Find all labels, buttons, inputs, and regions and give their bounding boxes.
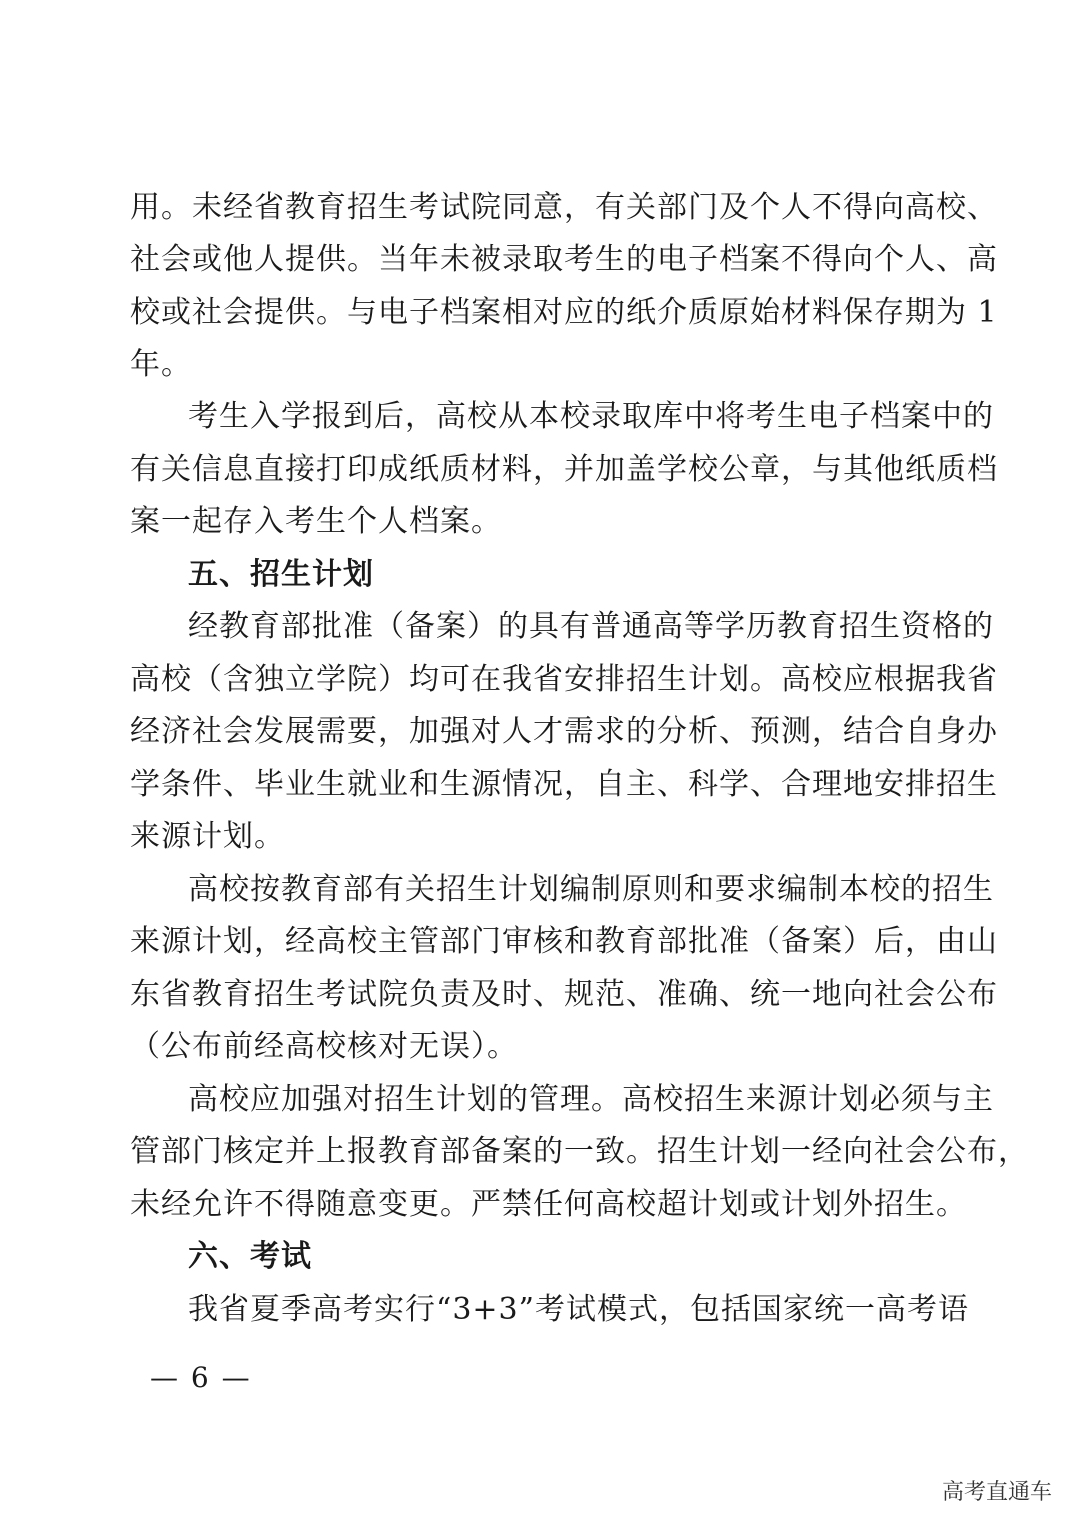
text-line: 未经允许不得随意变更。严禁任何高校超计划或计划外招生。	[130, 1187, 967, 1222]
text-line: 来源计划。	[130, 819, 285, 854]
text-line: 校或社会提供。与电子档案相对应的纸介质原始材料保存期为 1	[130, 295, 998, 330]
text-line: 年。	[130, 347, 192, 382]
text-line: 用。未经省教育招生考试院同意，有关部门及个人不得向高校、	[130, 190, 998, 225]
text-line: 有关信息直接打印成纸质材料，并加盖学校公章，与其他纸质档	[130, 452, 998, 487]
paragraph-first-line: 我省夏季高考实行“3+3”考试模式，包括国家统一高考语	[188, 1292, 969, 1327]
text-line: 社会或他人提供。当年未被录取考生的电子档案不得向个人、高	[130, 242, 998, 277]
text-line: 案一起存入考生个人档案。	[130, 504, 502, 539]
paragraph-first-line: 高校按教育部有关招生计划编制原则和要求编制本校的招生	[188, 872, 994, 907]
text-line: 管部门核定并上报教育部备案的一致。招生计划一经向社会公布，	[130, 1134, 1029, 1169]
section-heading-6: 六、考试	[188, 1239, 312, 1274]
paragraph-first-line: 考生入学报到后，高校从本校录取库中将考生电子档案中的	[188, 399, 994, 434]
text-line: （公布前经高校核对无误）。	[130, 1029, 518, 1064]
text-line: 东省教育招生考试院负责及时、规范、准确、统一地向社会公布	[130, 977, 998, 1012]
text-line: 高校（含独立学院）均可在我省安排招生计划。高校应根据我省	[130, 662, 998, 697]
text-line: 学条件、毕业生就业和生源情况，自主、科学、合理地安排招生	[130, 767, 998, 802]
text-line: 来源计划，经高校主管部门审核和教育部批准（备案）后，由山	[130, 924, 998, 959]
text-line: 经济社会发展需要，加强对人才需求的分析、预测，结合自身办	[130, 714, 998, 749]
section-heading-5: 五、招生计划	[188, 557, 374, 592]
paragraph-first-line: 经教育部批准（备案）的具有普通高等学历教育招生资格的	[188, 609, 994, 644]
paragraph-first-line: 高校应加强对招生计划的管理。高校招生来源计划必须与主	[188, 1082, 994, 1117]
watermark-text: 高考直通车	[941, 1480, 1052, 1505]
page-number: — 6 —	[150, 1361, 252, 1394]
